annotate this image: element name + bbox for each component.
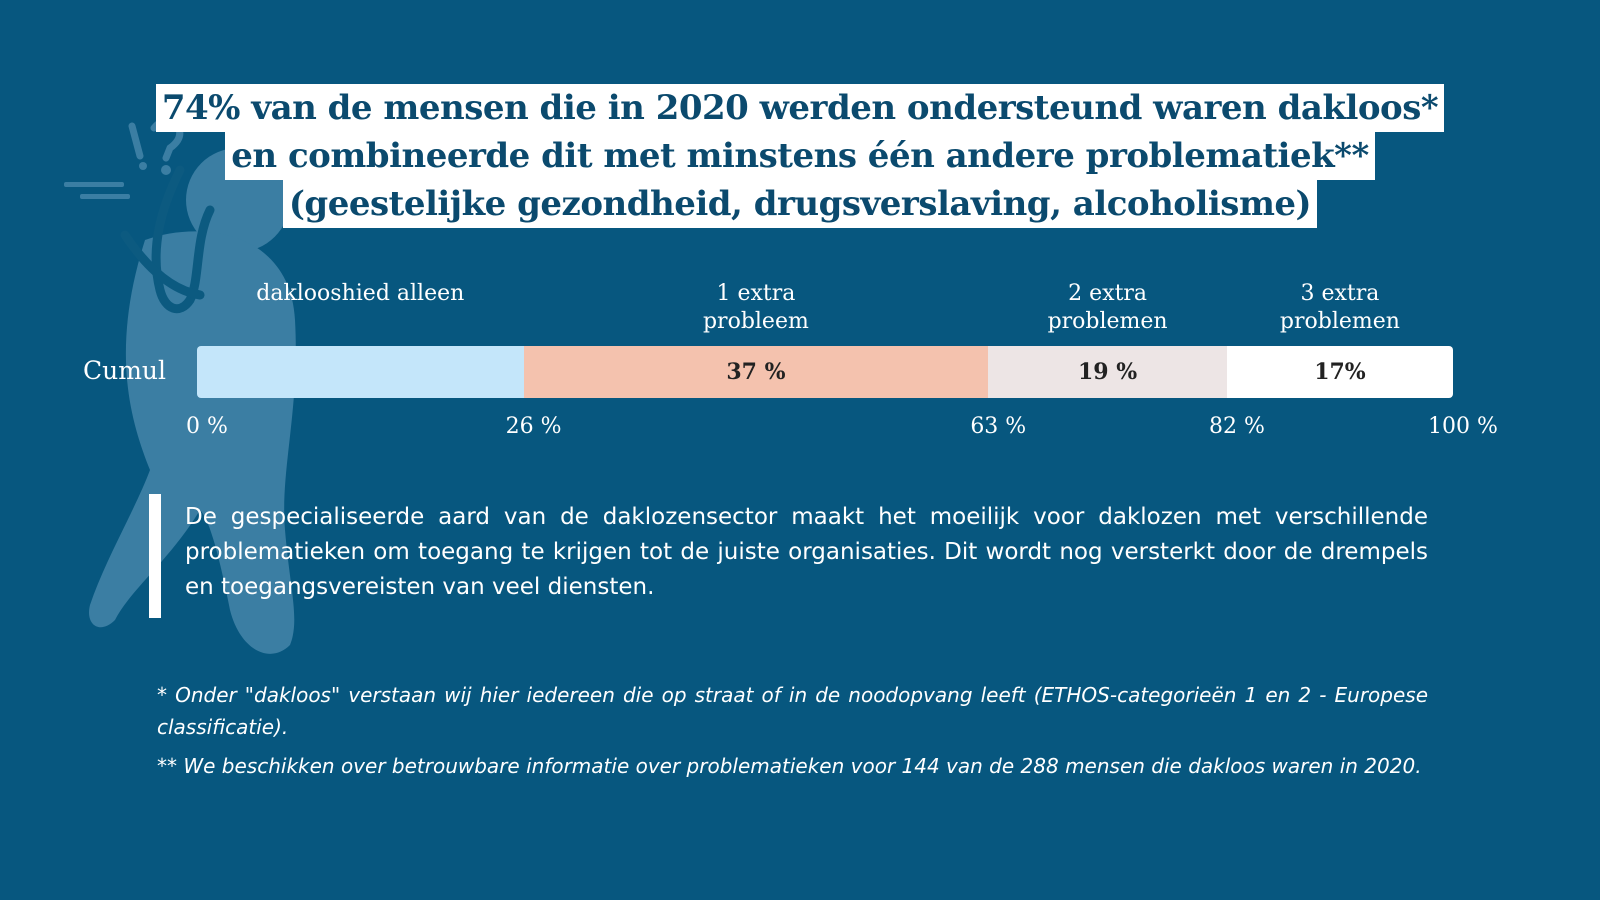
segment-value-label-2: 37 %	[726, 359, 786, 385]
chart-title	[0, 84, 1600, 228]
segment-value-label-4: 17%	[1314, 359, 1366, 385]
tick-label-3: 63 %	[970, 414, 1027, 439]
tick-label-5: 100 %	[1428, 414, 1498, 439]
title-line-1: 74% van de mensen die in 2020 werden ondersteund waren dakloos*	[156, 84, 1444, 132]
category-label-1: daklooshied alleen	[256, 281, 465, 306]
bar-segment-1	[197, 346, 524, 398]
category-label-2: 1 extra probleem	[702, 281, 809, 334]
body-paragraph: De gespecialiseerde aard van de daklozensector maakt het moeilijk voor daklozen met verschillende problematieken om toegang te krijgen tot de juiste organisaties. Dit wordt nog versterkt door de drempels en toegangsvereisten van veel diensten.	[185, 504, 1428, 600]
row-label: Cumul	[83, 356, 167, 385]
category-label-4: 3 extra problemen	[1279, 281, 1400, 334]
footnote-1: * Onder "dakloos" verstaan wij hier iedereen die op straat of in de noodopvang leeft (ETHOS-categorieën 1 en 2 - Europese classificatie).	[157, 683, 1428, 739]
tick-label-2: 26 %	[505, 414, 562, 439]
title-line-2: en combineerde dit met minstens één andere problematiek**	[225, 132, 1374, 180]
title-line-3: (geestelijke gezondheid, drugsverslaving, alcoholisme)	[283, 180, 1317, 228]
segment-value-label-3: 19 %	[1078, 359, 1138, 385]
stacked-bar	[197, 346, 1453, 398]
tick-label-4: 82 %	[1208, 414, 1265, 439]
quote-accent-bar	[149, 494, 161, 618]
tick-label-1: 0 %	[186, 414, 228, 439]
footnote-2: ** We beschikken over betrouwbare informatie over problematieken voor 144 van de 288 mensen die dakloos waren in 2020.	[157, 754, 1422, 778]
category-label-3: 2 extra problemen	[1047, 281, 1168, 334]
